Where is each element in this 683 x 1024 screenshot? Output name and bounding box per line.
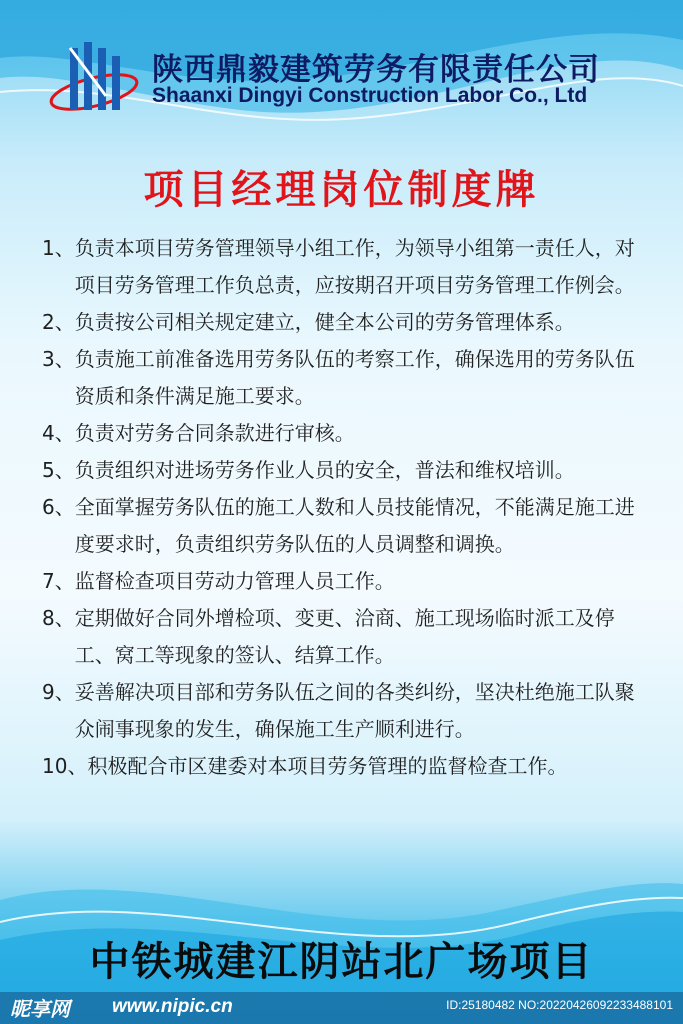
- duty-item-4: [42, 415, 642, 452]
- duty-text: 积极配合市区建委对本项目劳务管理的监督检查工作。: [87, 754, 568, 778]
- duty-list: [42, 230, 642, 785]
- duty-number: 3、: [42, 347, 75, 371]
- duty-item-10: [42, 748, 642, 785]
- duty-item-5: [42, 452, 642, 489]
- duty-number: 10、: [42, 754, 88, 778]
- duty-number: 6、: [42, 495, 75, 519]
- company-logo-icon: [48, 38, 140, 118]
- duty-item-6: [42, 489, 642, 563]
- duty-text: 监督检查项目劳动力管理人员工作。: [74, 569, 395, 593]
- duty-number: 4、: [42, 421, 75, 445]
- duty-text: 负责本项目劳务管理领导小组工作，为领导小组第一责任人，对项目劳务管理工作负总责，应按期召开项目劳务管理工作例会。: [74, 236, 635, 297]
- duty-text: 负责施工前准备选用劳务队伍的考察工作，确保选用的劳务队伍资质和条件满足施工要求。: [74, 347, 635, 408]
- duty-number: 9、: [42, 680, 75, 704]
- duty-text: 负责按公司相关规定建立，健全本公司的劳务管理体系。: [74, 310, 575, 334]
- duty-number: 8、: [42, 606, 75, 630]
- duty-number: 1、: [42, 236, 75, 260]
- duty-text: 全面掌握劳务队伍的施工人数和人员技能情况，不能满足施工进度要求时，负责组织劳务队伍的人员调整和调换。: [74, 495, 635, 556]
- company-name-chinese: 陕西鼎毅建筑劳务有限责任公司: [152, 52, 600, 88]
- duty-text: 负责组织对进场劳务作业人员的安全，普法和维权培训。: [74, 458, 575, 482]
- duty-item-9: [42, 674, 642, 748]
- company-name-english: Shaanxi Dingyi Construction Labor Co., Ltd: [152, 84, 588, 107]
- duty-item-1: [42, 230, 642, 304]
- image-id-text: ID:25180482 NO:20220426092233488101: [446, 998, 673, 1012]
- duty-number: 2、: [42, 310, 75, 334]
- duty-text: 负责对劳务合同条款进行审核。: [74, 421, 355, 445]
- duty-item-2: [42, 304, 642, 341]
- watermark-url: www.nipic.cn: [112, 996, 233, 1017]
- project-name: 中铁城建江阴站北广场项目: [89, 939, 594, 985]
- duty-item-7: [42, 563, 642, 600]
- duty-item-3: [42, 341, 642, 415]
- page-title: 项目经理岗位制度牌: [143, 167, 540, 213]
- duty-text: 定期做好合同外增检项、变更、洽商、施工现场临时派工及停工、窝工等现象的签认、结算工作。: [74, 606, 615, 667]
- duty-text: 妥善解决项目部和劳务队伍之间的各类纠纷，坚决杜绝施工队聚众闹事现象的发生，确保施工生产顺利进行。: [74, 680, 635, 741]
- duty-number: 7、: [42, 569, 75, 593]
- duty-item-8: [42, 600, 642, 674]
- watermark-logo: 昵享网: [10, 997, 70, 1021]
- duty-number: 5、: [42, 458, 75, 482]
